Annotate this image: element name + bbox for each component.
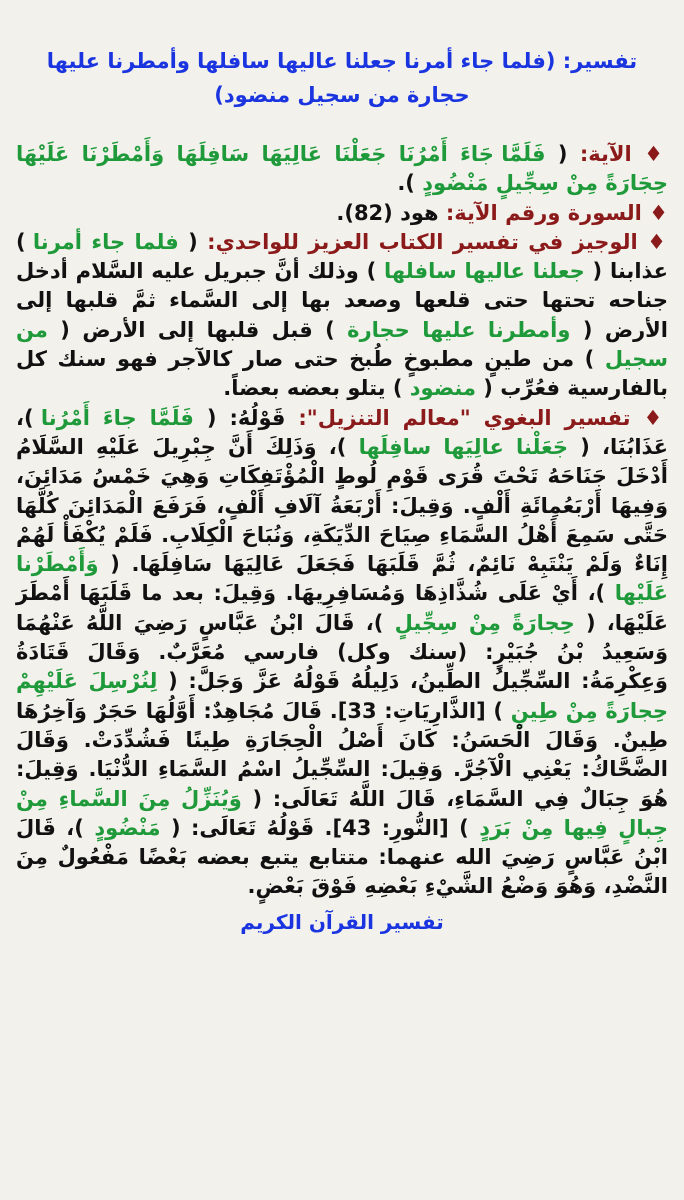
surah-block: [16, 199, 668, 228]
ayah-text: فَلَمَّا جَاءَ أَمْرُنَا جَعَلْنَا عَالِيَهَا سَافِلَهَا وَأَمْطَرْنَا عَلَيْهَا حِجَارَةً مِنْ سِجِّيلٍ مَنْضُودٍ: [16, 142, 668, 196]
baghawi-text: ) [الذَّارِيَاتِ: 33]. قَالَ مُجَاهِدٌ: أَوَّلُهَا حَجَرٌ وَآخِرُهَا طِينٌ. وَقَالَ الْحَسَنُ: كَانَ أَصْلُ الْحِجَارَةِ طِينًا فَشُدِّدَتْ. وَقَالَ الضَّحَّاكُ: يَعْنِي الْآجُرَّ. وَقِيلَ: السِّجِّيلُ اسْمُ السَّمَاءِ الدُّنْيَا. وَقِيلَ: هُوَ جِبَالٌ فِي السَّمَاءِ، قَالَ اللَّهُ تَعَالَى: (: [16, 698, 669, 811]
surah-label: السورة ورقم الآية:: [445, 200, 642, 225]
diamond-icon: ♦: [641, 200, 668, 225]
baghawi-text: )، قَالَ ابْنُ عَبَّاسٍ رَضِيَ الله عنهما: متتابع يتبع بعضه بَعْضًا مَفْعُولٌ مِنَ النَّضْدِ، وَهُوَ وَضْعُ الشَّيْءِ بَعْضِهِ فَوْقَ بَعْضٍ.: [16, 815, 668, 899]
baghawi-text: )، وَذَلِكَ أَنَّ جِبْرِيلَ عَلَيْهِ السَّلَامُ أَدْخَلَ جَنَاحَهُ تَحْتَ قُرَى قَوْمِ لُوطٍ الْمُؤْتَفِكَاتِ وَهِيَ خَمْسُ مَدَائِنَ، وَفِيهَا أَرْبَعُمِائَةِ أَلْفٍ. وَقِيلَ: أَرْبَعَةُ آلَافِ أَلْفٍ، فَرَفَعَ الْمَدَائِنَ كُلَّهَا حَتَّى سَمِعَ أَهْلُ السَّمَاءِ صِيَاحَ الدِّيَكَةِ، وَنُبَاحَ الْكِلَابِ. فَلَمْ يُكْفَأْ لَهُمْ إِنَاءٌ وَلَمْ يَنْتَبِهْ نَائِمٌ، ثُمَّ قَلَبَهَا فَجَعَلَ عَالِيَهَا سَافِلَهَا. (: [16, 434, 668, 577]
wajiz-text: ) من طينٍ مطبوخٍ طُبخ حتى صار كالآجر فهو سنك كل بالفارسية فعُرِّب (: [16, 347, 668, 401]
diamond-icon: ♦: [637, 229, 668, 254]
footer-title: تفسير القرآن الكريم: [240, 909, 444, 934]
surah-value: هود (82).: [336, 200, 446, 225]
page-title: [16, 44, 668, 112]
wajiz-quote: من سجيل: [16, 317, 668, 372]
baghawi-text: )، أَيْ عَلَى شُذَّاذِهَا وَمُسَافِرِيهَا. وَقِيلَ: بعد ما قَلَبَهَا أَمْطَرَ عَلَيْهَا، (: [16, 581, 669, 635]
ayah-close: ).: [397, 171, 423, 196]
baghawi-text: قَوْلُهُ: (: [193, 405, 299, 430]
wajiz-text: ) عذابنا (: [16, 229, 668, 284]
wajiz-text: ) قبل قلبها إلى الأرض (: [47, 317, 348, 342]
wajiz-quote: وأمطرنا عليها حجارة: [347, 317, 571, 342]
title-line-2: حجارة من سجيل منضود): [214, 83, 470, 107]
wajiz-text: (: [178, 229, 208, 254]
baghawi-quote: فَلَمَّا جاءَ أَمْرُنا: [40, 405, 194, 430]
ayah-label: الآية:: [579, 142, 632, 166]
wajiz-text: ) وذلك أنَّ جبريل عليه السَّلام أدخل جناحه تحتها حتى قلعها وصعد بها إلى السَّماء ثمَّ قلبها إلى الأرض (: [16, 259, 669, 342]
baghawi-quote: لِنُرْسِلَ عَلَيْهِمْ حِجارَةً مِنْ طِينٍ: [16, 669, 668, 723]
wajiz-text: ) يتلو بعضه بعضاً.: [223, 376, 410, 401]
wajiz-quote: فلما جاء أمرنا: [32, 229, 179, 254]
baghawi-text: )، قَالَ ابْنُ عَبَّاسٍ رَضِيَ اللَّهُ عَنْهُمَا وَسَعِيدُ بْنُ جُبَيْرٍ: (سنك وكل) فارسي مُعَرَّبٌ. وَقَالَ قَتَادَةُ وَعِكْرِمَةُ: السِّجِّيلُ الطِّينُ، دَلِيلُهُ قَوْلُهُ عَزَّ وَجَلَّ: (: [16, 610, 668, 694]
baghawi-block: [16, 404, 668, 902]
baghawi-quote: جَعَلْنا عالِيَها سافِلَها: [358, 434, 569, 459]
wajiz-block: [16, 228, 668, 404]
baghawi-quote: وَأَمْطَرْنا عَلَيْها: [16, 552, 668, 606]
ayah-open: (: [545, 142, 580, 166]
wajiz-quote: منضود: [409, 376, 476, 401]
ayah-block: [16, 140, 668, 199]
baghawi-text: ) [النُّورِ: 43]. قَوْلُهُ تَعَالَى: (: [160, 815, 480, 840]
title-line-1: تفسير: (فلما جاء أمرنا جعلنا عاليها سافلها وأمطرنا عليها: [46, 49, 638, 73]
baghawi-quote: حِجارَةً مِنْ سِجِّيلٍ: [394, 610, 575, 635]
baghawi-quote: مَنْضُودٍ: [94, 815, 161, 840]
wajiz-label: الوجيز في تفسير الكتاب العزيز للواحدي:: [207, 229, 638, 254]
baghawi-text: )، عَذَابُنَا، (: [16, 405, 669, 459]
wajiz-quote: جعلنا عاليها سافلها: [384, 259, 585, 284]
diamond-icon: ♦: [631, 142, 668, 166]
baghawi-quote: وَيُنَزِّلُ مِنَ السَّماءِ مِنْ جِبالٍ فِيها مِنْ بَرَدٍ: [16, 786, 669, 840]
diamond-icon: ♦: [630, 405, 669, 430]
baghawi-label: تفسير البغوي "معالم التنزيل":: [298, 405, 631, 430]
